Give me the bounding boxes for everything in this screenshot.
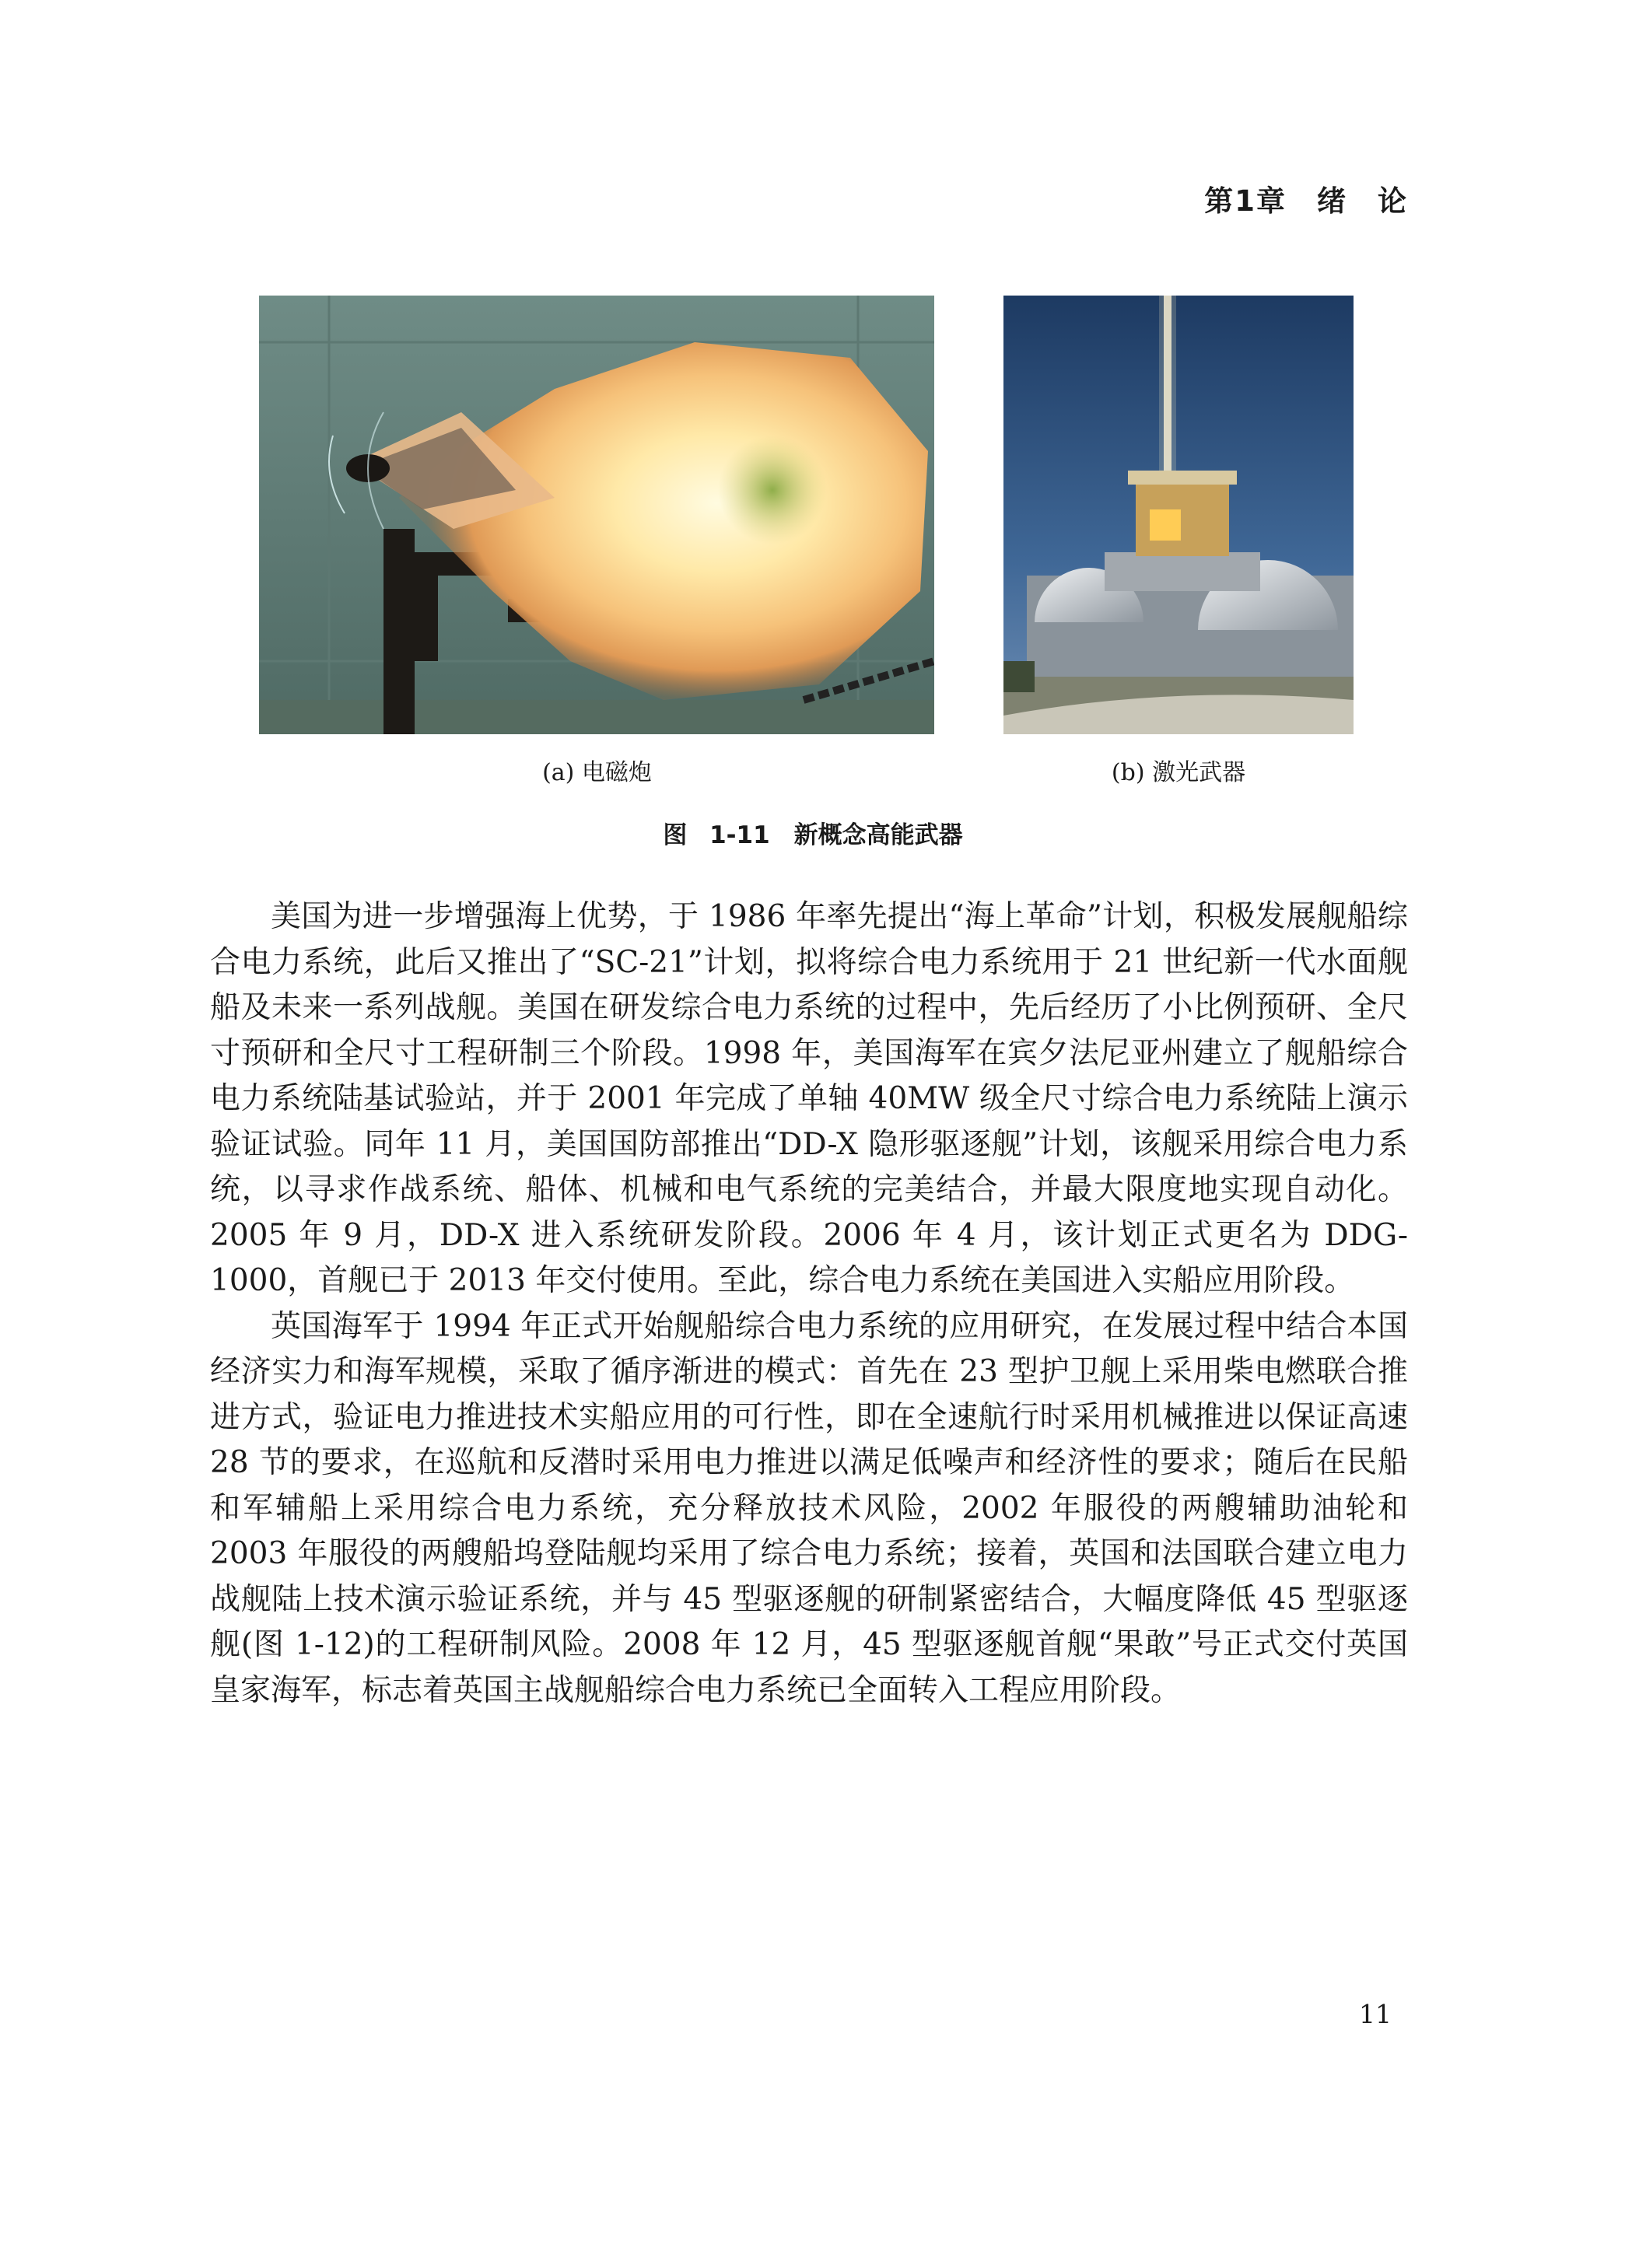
page-number: 11 [1359, 1999, 1392, 2029]
laser-weapon-photo [1003, 296, 1354, 734]
paragraph: 英国海军于 1994 年正式开始舰船综合电力系统的应用研究，在发展过程中结合本国经济实力和海军规模，采取了循序渐进的模式：首先在 23 型护卫舰上采用柴电燃联合推进方式，验证电力推进技术实船应用的可行性，即在全速航行时采用机械推进以保证高速 28 节的要求，在巡航和反潜时采用电力推进以满足低噪声和经济性的要求；随后在民船和军辅船上采用综合电力系统，充分释放技术风险，2002 年服役的两艘辅助油轮和 2003 年服役的两艘船坞登陆舰均采用了综合电力系统；接着，英国和法国联合建立电力战舰陆上技术演示验证系统，并与 45 型驱逐舰的研制紧密结合，大幅度降低 45 型驱逐舰(图 1-12)的工程研制风险。2008 年 12 月，45 型驱逐舰首舰“果敢”号正式交付英国皇家海军，标志着英国主战舰船综合电力系统已全面转入工程应用阶段。 [210, 1308, 1408, 1708]
body-text [210, 894, 1408, 1713]
paragraph: 美国为进一步增强海上优势，于 1986 年率先提出“海上革命”计划，积极发展舰船综合电力系统，此后又推出了“SC-21”计划，拟将综合电力系统用于 21 世纪新一代水面舰船及未来一系列战舰。美国在研发综合电力系统的过程中，先后经历了小比例预研、全尺寸预研和全尺寸工程研制三个阶段。1998 年，美国海军在宾夕法尼亚州建立了舰船综合电力系统陆基试验站，并于 2001 年完成了单轴 40MW 级全尺寸综合电力系统陆上演示验证试验。同年 11 月，美国国防部推出“DD-X 隐形驱逐舰”计划，该舰采用综合电力系统，以寻求作战系统、船体、机械和电气系统的完美结合，并最大限度地实现自动化。2005 年 9 月，DD-X 进入系统研发阶段。2006 年 4 月，该计划正式更名为 DDG-1000，首舰已于 2013 年交付使用。至此，综合电力系统在美国进入实船应用阶段。 [210, 899, 1408, 1298]
chapter-header: 第1章 绪 论 [1204, 184, 1408, 218]
subfigure-a-caption: (a) 电磁炮 [542, 759, 652, 786]
figure-title: 图 1-11 新概念高能武器 [663, 821, 963, 849]
subfigure-b-caption: (b) 激光武器 [1111, 759, 1246, 786]
railgun-photo [259, 296, 934, 734]
